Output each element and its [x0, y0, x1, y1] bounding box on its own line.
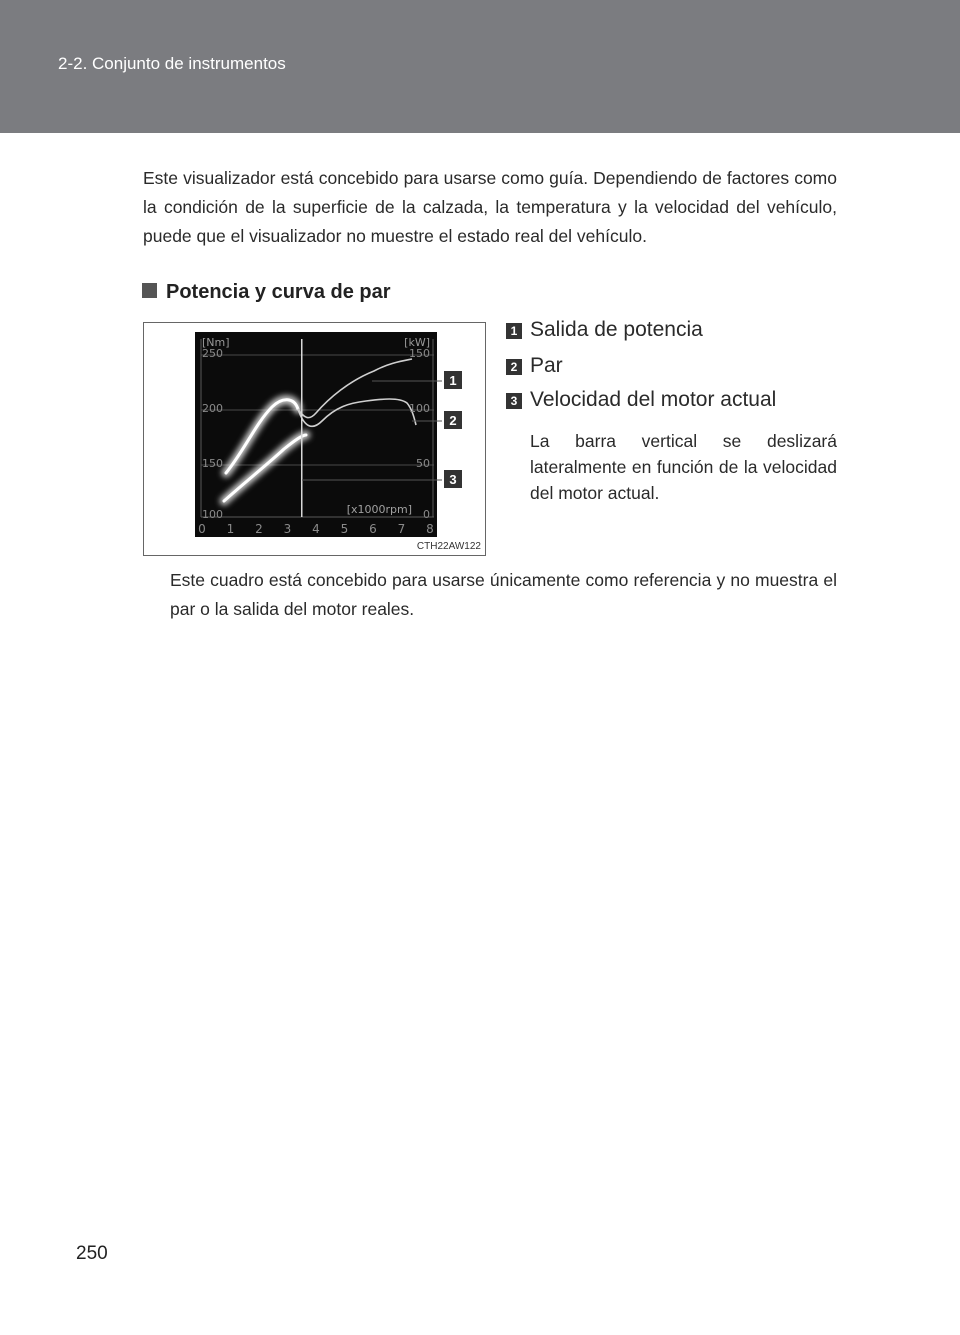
- right-tick-label: 0: [423, 508, 430, 521]
- page-number: 250: [76, 1243, 108, 1264]
- section-heading: [142, 281, 391, 304]
- section-heading-text: Potencia y curva de par: [166, 281, 391, 303]
- x-tick-label: 7: [397, 522, 406, 536]
- left-unit-label: [Nm]: [202, 336, 230, 349]
- number-1-icon: 1: [506, 323, 522, 339]
- chapter-title: 2-2. Conjunto de instrumentos: [58, 54, 286, 73]
- x-tick-label: 5: [340, 522, 349, 536]
- number-2-icon: 2: [506, 359, 522, 375]
- legend-item-power: [506, 318, 703, 346]
- figure-code: CTH22AW122: [416, 541, 481, 552]
- legend-description: La barra vertical se deslizará lateralmente en función de la velocidad del motor actual.: [530, 431, 837, 503]
- svg-text:1: 1: [449, 373, 457, 388]
- legend-label: Salida de potencia: [530, 318, 703, 341]
- callout-3: [444, 470, 462, 488]
- right-tick-label: 50: [416, 457, 430, 470]
- right-tick-label: 100: [409, 402, 430, 415]
- x-unit-label: [x1000rpm]: [346, 503, 412, 516]
- x-tick-label: 2: [255, 522, 263, 536]
- number-3-icon: 3: [506, 393, 522, 409]
- svg-text:2: 2: [449, 413, 457, 428]
- intro-paragraph: Este visualizador está concebido para usarse como guía. Dependiendo de factores como la condición de la superficie de la calzada, la temperatura y la velocidad del vehículo, puede que el visualizador no muestre el estado real del vehículo.: [143, 168, 837, 246]
- legend-label: Velocidad del motor actual: [530, 388, 777, 411]
- x-tick-label: 6: [369, 522, 377, 536]
- legend-item-engine-speed: [506, 388, 776, 416]
- callout-1: [444, 371, 462, 389]
- legend-label: Par: [530, 354, 563, 377]
- torque-power-chart: [144, 323, 487, 557]
- x-tick-label: 0: [198, 522, 206, 536]
- page-header: [0, 0, 960, 133]
- legend-item-torque: [506, 354, 563, 382]
- torque-power-figure: [143, 322, 486, 556]
- svg-text:3: 3: [449, 472, 457, 487]
- callout-2: [444, 411, 462, 429]
- note-paragraph: Este cuadro está concebido para usarse únicamente como referencia y no muestra el par o la salida del motor reales.: [170, 570, 837, 619]
- left-tick-label: 250: [202, 347, 223, 360]
- x-tick-labels: [198, 522, 434, 536]
- x-tick-label: 8: [426, 522, 434, 536]
- right-unit-label: [kW]: [404, 336, 430, 349]
- left-tick-label: 150: [202, 457, 223, 470]
- square-bullet-icon: [142, 283, 157, 298]
- x-tick-label: 1: [226, 522, 235, 536]
- x-tick-label: 3: [283, 522, 292, 536]
- right-tick-label: 150: [409, 347, 430, 360]
- left-tick-label: 200: [202, 402, 223, 415]
- x-tick-label: 4: [312, 522, 320, 536]
- left-tick-label: 100: [202, 508, 223, 521]
